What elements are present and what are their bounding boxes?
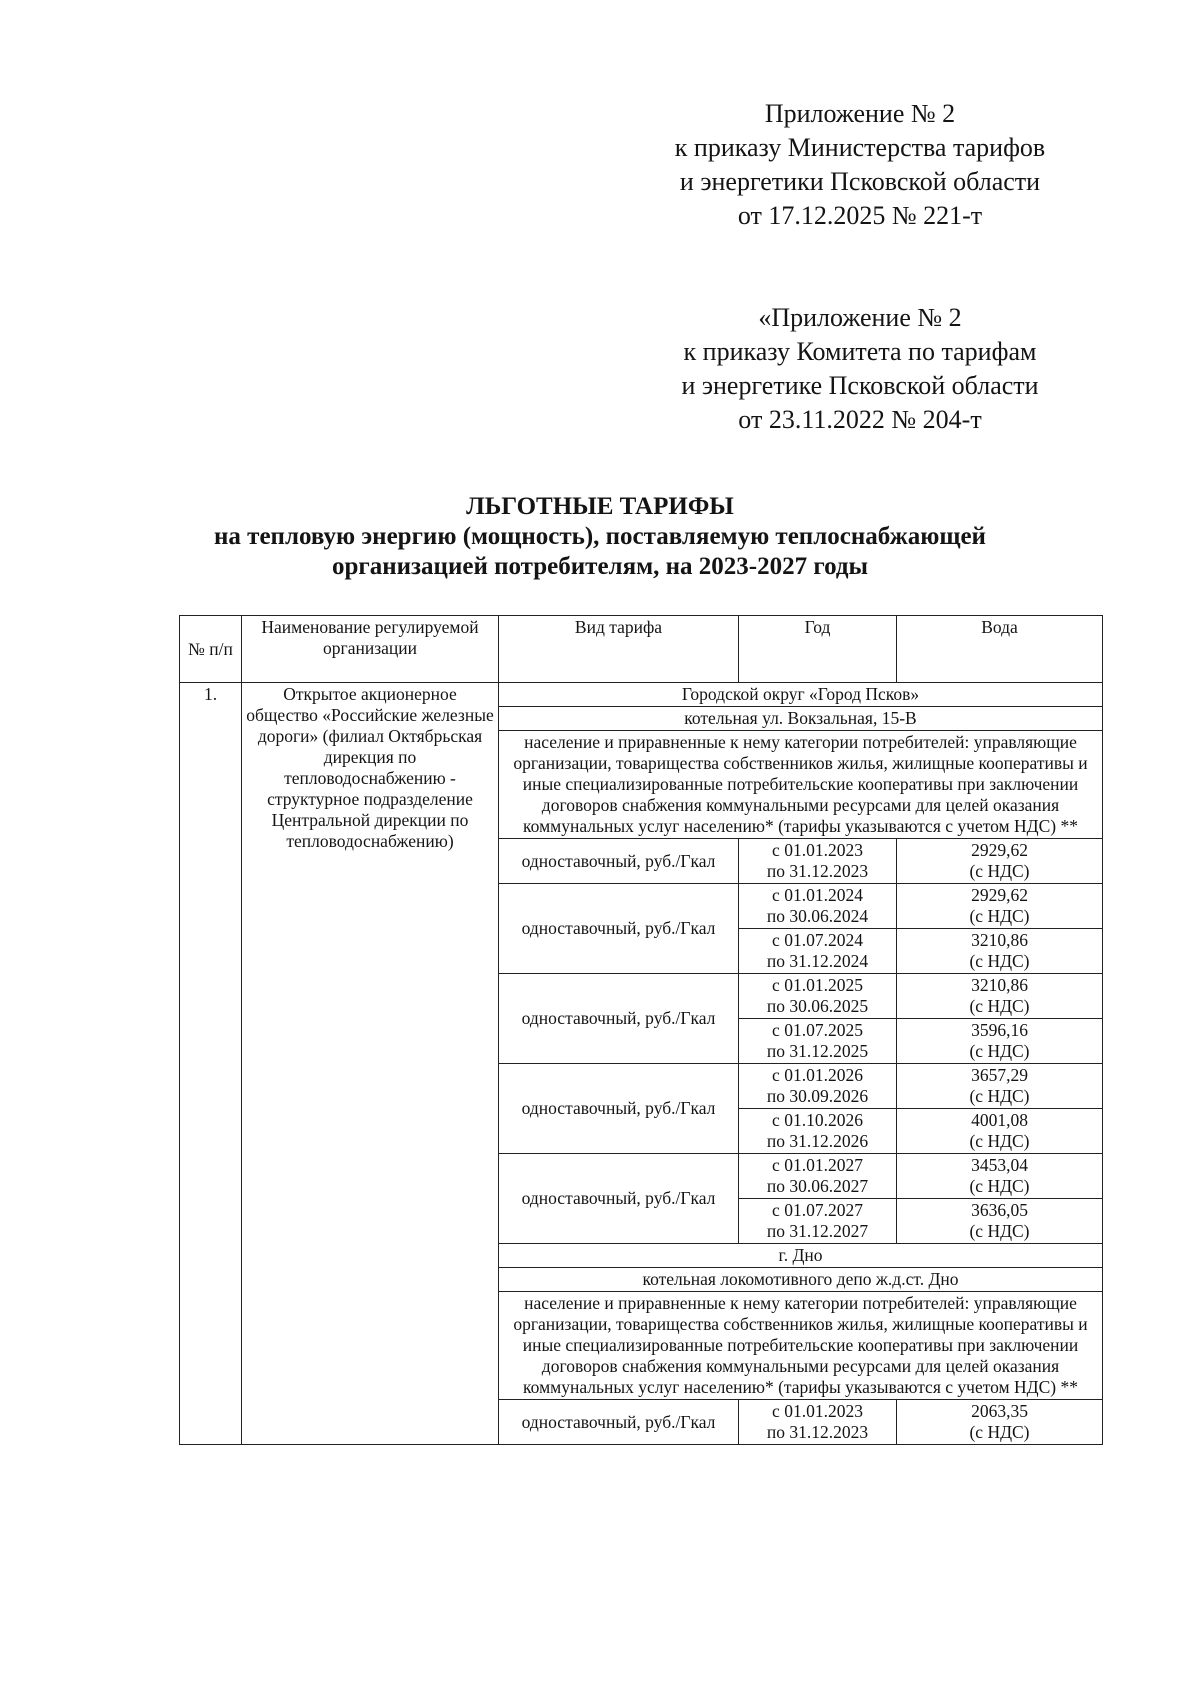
value-cell-line: (с НДС) — [969, 1176, 1030, 1196]
boiler-vokzalnaya: котельная ул. Вокзальная, 15-В — [499, 707, 1103, 731]
period-cell-line: по 31.12.2027 — [766, 1221, 869, 1241]
value-cell-line: (с НДС) — [969, 906, 1030, 926]
value-cell-line: 3210,86 — [971, 975, 1028, 995]
appendix-line: от 17.12.2025 № 221-т — [737, 201, 983, 230]
value-cell-line: 3596,16 — [971, 1020, 1028, 1040]
period-cell-line: с 01.01.2023 — [772, 840, 863, 860]
tariff-type-cell: одноставочный, руб./Гкал — [499, 1064, 739, 1154]
value-cell-line: 2929,62 — [971, 840, 1028, 860]
value-cell — [897, 1154, 1103, 1199]
value-cell — [897, 839, 1103, 884]
value-cell-line: 3453,04 — [971, 1155, 1028, 1175]
value-cell — [897, 974, 1103, 1019]
tariff-type-cell: одноставочный, руб./Гкал — [499, 884, 739, 974]
period-cell-line: по 30.06.2025 — [766, 996, 869, 1016]
locality-dno: г. Дно — [499, 1244, 1103, 1268]
row-number: 1. — [180, 683, 242, 1445]
value-cell-line: 3210,86 — [971, 930, 1028, 950]
value-cell-line: 2929,62 — [971, 885, 1028, 905]
period-cell-line: по 31.12.2023 — [766, 861, 869, 881]
tariff-type-cell: одноставочный, руб./Гкал — [499, 974, 739, 1064]
period-cell-line: по 31.12.2023 — [766, 1422, 869, 1442]
value-cell — [897, 884, 1103, 929]
period-cell — [739, 1019, 897, 1064]
table-header-row — [180, 616, 1103, 683]
consumers-note: население и приравненные к нему категории потребителей: управляющие организации, товарищества собственников жилья, жилищные кооперативы и иные специализированные потребительские кооперативы при заключении договоров снабжения коммунальными ресурсами для целей оказания коммунальных услуг населению* (тарифы указываются с учетом НДС) ** — [499, 731, 1103, 839]
period-cell-line: по 31.12.2026 — [766, 1131, 869, 1151]
value-cell-line: (с НДС) — [969, 951, 1030, 971]
value-cell-line: 2063,35 — [971, 1401, 1028, 1421]
header-year: Год — [739, 616, 897, 683]
value-cell — [897, 1019, 1103, 1064]
document-title — [130, 492, 1070, 582]
period-cell — [739, 1400, 897, 1445]
period-cell — [739, 884, 897, 929]
consumers-note: население и приравненные к нему категории потребителей: управляющие организации, товарищества собственников жилья, жилищные кооперативы и иные специализированные потребительские кооперативы при заключении договоров снабжения коммунальными ресурсами для целей оказания коммунальных услуг населению* (тарифы указываются с учетом НДС) ** — [499, 1292, 1103, 1400]
appendix-line: к приказу Министерства тарифов — [674, 133, 1046, 162]
value-cell-line: (с НДС) — [969, 1086, 1030, 1106]
period-cell — [739, 1154, 897, 1199]
appendix-header-current — [600, 97, 1120, 233]
period-cell-line: с 01.01.2027 — [772, 1155, 863, 1175]
value-cell-line: 3636,05 — [971, 1200, 1028, 1220]
period-cell-line: по 31.12.2024 — [766, 951, 869, 971]
header-water: Вода — [897, 616, 1103, 683]
boiler-dno-depot: котельная локомотивного депо ж.д.ст. Дно — [499, 1268, 1103, 1292]
value-cell-line: (с НДС) — [969, 1041, 1030, 1061]
period-cell-line: по 31.12.2025 — [766, 1041, 869, 1061]
period-cell-line: с 01.07.2024 — [772, 930, 863, 950]
value-cell-line: (с НДС) — [969, 1221, 1030, 1241]
header-organization: Наименование регулируемой организации — [242, 616, 499, 683]
appendix-line: к приказу Комитета по тарифам — [683, 337, 1037, 366]
period-cell-line: по 30.06.2027 — [766, 1176, 869, 1196]
tariff-type-cell: одноставочный, руб./Гкал — [499, 1400, 739, 1445]
value-cell — [897, 1109, 1103, 1154]
appendix-line: и энергетике Псковской области — [681, 371, 1039, 400]
period-cell — [739, 929, 897, 974]
period-cell-line: с 01.01.2024 — [772, 885, 863, 905]
title-line: ЛЬГОТНЫЕ ТАРИФЫ — [466, 493, 734, 520]
header-num: № п/п — [180, 616, 242, 683]
title-line: организацией потребителям, на 2023-2027 годы — [331, 553, 869, 580]
period-cell — [739, 1064, 897, 1109]
appendix-line: «Приложение № 2 — [758, 303, 962, 332]
organization-name: Открытое акционерное общество «Российские железные дороги» (филиал Октябрьская дирекция по тепловодоснабжению - структурное подразделение Центральной дирекции по тепловодоснабжению) — [242, 683, 499, 1445]
value-cell-line: 3657,29 — [971, 1065, 1028, 1085]
appendix-line: Приложение № 2 — [764, 99, 956, 128]
value-cell-line: (с НДС) — [969, 1422, 1030, 1442]
header-tariff-type: Вид тарифа — [499, 616, 739, 683]
value-cell-line: 4001,08 — [971, 1110, 1028, 1130]
appendix-header-original — [600, 301, 1120, 437]
title-line: на тепловую энергию (мощность), поставляемую теплоснабжающей — [214, 523, 986, 550]
period-cell — [739, 1109, 897, 1154]
locality-pskov: Городской округ «Город Псков» — [499, 683, 1103, 707]
period-cell-line: с 01.10.2026 — [772, 1110, 863, 1130]
period-cell-line: по 30.09.2026 — [766, 1086, 869, 1106]
period-cell-line: с 01.01.2026 — [772, 1065, 863, 1085]
value-cell-line: (с НДС) — [969, 861, 1030, 881]
period-cell-line: с 01.07.2027 — [772, 1200, 863, 1220]
value-cell-line: (с НДС) — [969, 996, 1030, 1016]
value-cell — [897, 1199, 1103, 1244]
appendix-line: от 23.11.2022 № 204-т — [738, 405, 982, 434]
locality-row — [180, 683, 1103, 707]
value-cell — [897, 1064, 1103, 1109]
period-cell-line: по 30.06.2024 — [766, 906, 869, 926]
value-cell — [897, 929, 1103, 974]
value-cell — [897, 1400, 1103, 1445]
tariff-table — [179, 615, 1103, 1445]
value-cell-line: (с НДС) — [969, 1131, 1030, 1151]
period-cell — [739, 839, 897, 884]
tariff-type-cell: одноставочный, руб./Гкал — [499, 839, 739, 884]
period-cell-line: с 01.01.2023 — [772, 1401, 863, 1421]
period-cell — [739, 974, 897, 1019]
tariff-type-cell: одноставочный, руб./Гкал — [499, 1154, 739, 1244]
period-cell — [739, 1199, 897, 1244]
period-cell-line: с 01.01.2025 — [772, 975, 863, 995]
period-cell-line: с 01.07.2025 — [772, 1020, 863, 1040]
appendix-line: и энергетики Псковской области — [679, 167, 1041, 196]
